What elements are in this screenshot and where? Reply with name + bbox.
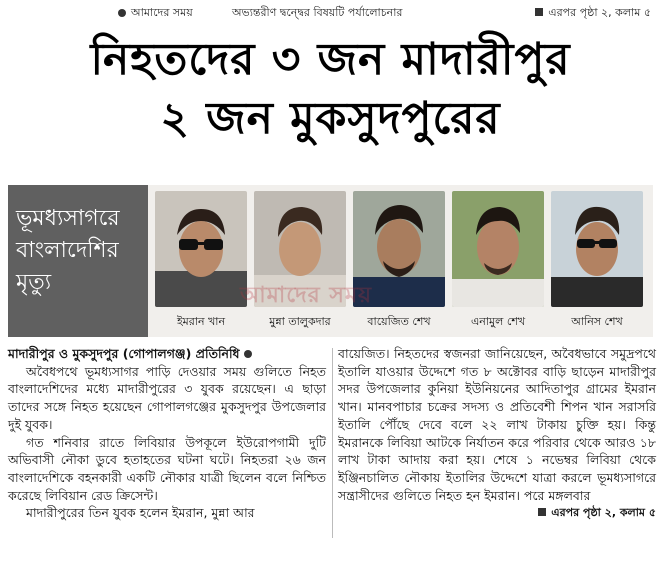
headline-line-1: নিহতদের ৩ জন মাদারীপুর [90, 34, 571, 85]
continued-note-top [535, 4, 651, 23]
article-column-left [8, 345, 326, 522]
article-paragraph: গত শনিবার রাতে লিবিয়ার উপকূলে ইউরোপগামী দুটি অভিবাসী নৌকা ডুবে হতাহতের ঘটনা ঘটে। নিহতরা ২৬ জন বাংলাদেশিকে বহনকারী একটি নৌকার যাত্রী ছিলেন বলে নিশ্চিত করেছে লিবিয়ান রেড ক্রিসেন্ট। [8, 434, 326, 503]
column-divider [332, 348, 333, 538]
victim-photo [452, 191, 544, 307]
article-paragraph: মাদারীপুরের তিন যুবক হলেন ইমরান, মুন্না আর [26, 505, 255, 521]
byline-text: মাদারীপুর ও মুকসুদপুর (গোপালগঞ্জ) প্রতিনিধি [8, 346, 240, 361]
victim-name: ইমরান খান [176, 315, 226, 328]
headline-line-2: ২ জন মুকসুদপুরের [160, 93, 501, 144]
bullet-icon [118, 9, 126, 17]
page-top-bar [0, 0, 661, 24]
victim-card [452, 191, 544, 332]
continued-note-top-text: এরপর পৃষ্ঠা ২, কলাম ৫ [548, 6, 651, 19]
headline [0, 30, 661, 148]
victim-photo [155, 191, 247, 307]
photo-label-line-1: ভূমধ্যসাগরে [16, 206, 120, 231]
article-paragraph: অবৈধপথে ভূমধ্যসাগর পাড়ি দেওয়ার সময় গুলিতে নিহত বাংলাদেশিদের মধ্যে মাদারীপুরের ৩ যুবক রয়েছেন। এ ছাড়া তাদের সঙ্গে নিহত হয়েছেন গোপালগঞ্জের মুকসুদপুর উপজেলার দুই যুবক। [8, 363, 326, 432]
article-column-right [338, 345, 656, 522]
victim-name: বায়েজিত শেখ [367, 315, 431, 328]
continued-note-bottom-text: এরপর পৃষ্ঠা ২, কলাম ৫ [551, 506, 656, 520]
article-paragraph: বায়েজিত। নিহতদের স্বজনরা জানিয়েছেন, অবৈধভাবে সমুদ্রপথে ইতালি যাওয়ার উদ্দেশে গত ৮ অক্টোবর বাড়ি ছাড়েন মাদারীপুর সদর উপজেলার কুনিয়া ইউনিয়নের আদিতাপুর গ্রামের ইমরান খান। মানবপাচার চক্রের সদস্য ও প্রতিবেশী শিপন খান সরাসরি ইতালি পৌঁছে দেবে বলে ২২ লাখ টাকায় চুক্তি হয়। কিন্তু ইমরানকে লিবিয়া আটকে নির্যাতন করে পরিবার থেকে আরও ১৮ লাখ টাকা আদায় করা হয়। শেষে ১ নভেম্বর লিবিয়া থেকে ইঞ্জিনচালিত নৌকায় ইতালির উদ্দেশে যাত্রা করলে ভূমধ্যসাগরে সন্ত্রাসীদের গুলিতে নিহত হন ইমরান। পরে মঙ্গলবার [338, 346, 656, 503]
byline [8, 345, 326, 363]
victim-name: এনামুল শেখ [470, 315, 526, 328]
photo-label-line-3: মৃত্যু [16, 270, 52, 295]
victim-card [155, 191, 247, 332]
square-bullet-icon [538, 508, 546, 516]
victim-name: মুন্না তালুকদার [269, 315, 331, 328]
victim-photo [551, 191, 643, 307]
source-name: আমাদের সময় [131, 6, 193, 19]
photo-label-box [8, 185, 148, 337]
photo-label-line-2: বাংলাদেশির [16, 238, 119, 263]
previous-story-snippet: অভ্যন্তরীণ দ্বন্দ্বের বিষয়টি পর্যালোচনার [232, 6, 403, 19]
continued-note-bottom [338, 504, 656, 522]
source-tag [118, 4, 193, 23]
victim-card [551, 191, 643, 332]
publisher-watermark: আমাদের সময় [240, 282, 373, 308]
victim-name: আনিস শেখ [571, 315, 623, 328]
bullet-icon [244, 350, 252, 358]
square-bullet-icon [535, 8, 543, 16]
